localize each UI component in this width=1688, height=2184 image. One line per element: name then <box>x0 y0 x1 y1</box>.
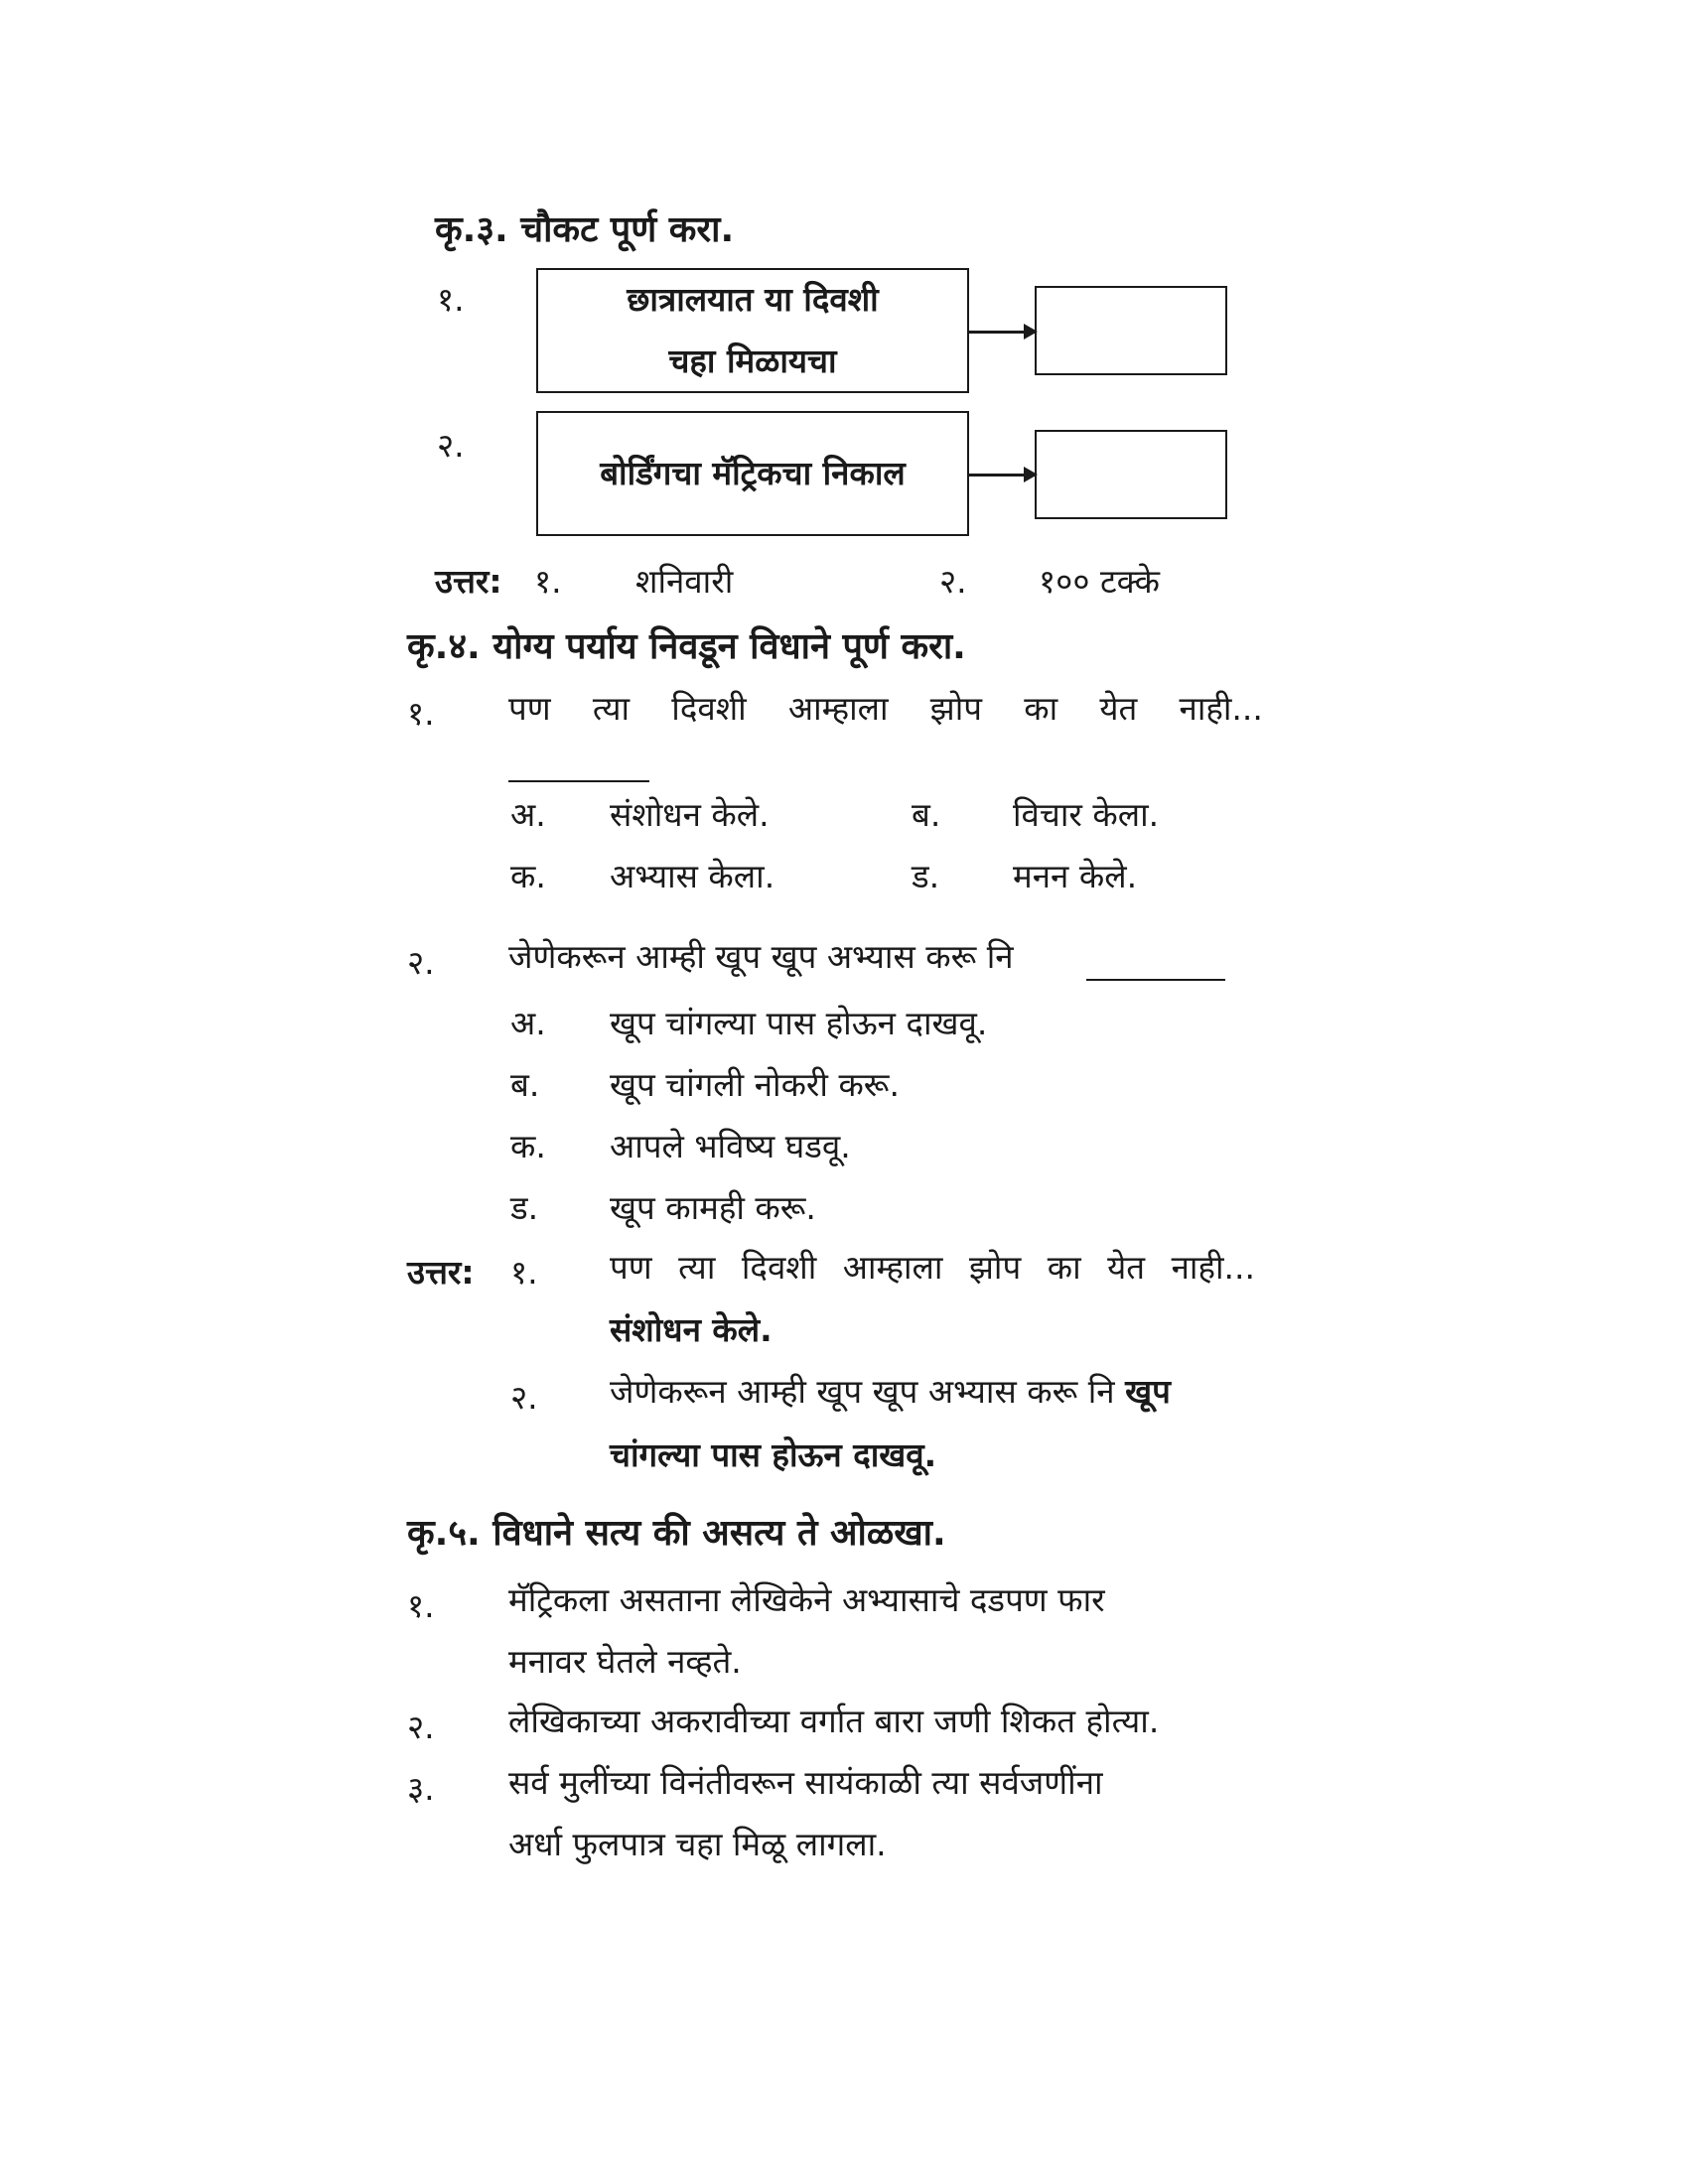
q4-item1-word: आम्हाला <box>787 689 889 728</box>
q4-item1-option-text: संशोधन केले. <box>610 795 770 834</box>
q4-answer2-text <box>610 1368 1255 1413</box>
q4-item2-option-text: आपले भविष्य घडवू. <box>610 1127 851 1165</box>
q3-item1-number: १. <box>437 280 465 319</box>
q5-heading: कृ.५. विधाने सत्य की असत्य ते ओळखा. <box>407 1513 946 1554</box>
q4-answer-num1: १. <box>510 1253 538 1292</box>
q4-answer1-word: पण <box>610 1248 652 1287</box>
q3-item1-arrow-icon <box>969 331 1035 334</box>
q3-answer-num2: २. <box>939 562 967 601</box>
q4-answer2-plain: जेणेकरून आम्ही खूप खूप अभ्यास करू नि <box>610 1372 1115 1411</box>
q3-item2-box-text: बोर्डिंगचा मॅट्रिकचा निकाल <box>600 454 906 492</box>
q3-answer-1: शनिवारी <box>635 562 734 601</box>
q4-item1-number: १. <box>407 694 435 733</box>
q5-item2-line1: लेखिकाच्या अकरावीच्या वर्गात बारा जणी शिकत होत्या. <box>508 1702 1160 1740</box>
q4-item1-option-text: विचार केला. <box>1013 795 1160 834</box>
q4-item2-option-text: खूप चांगल्या पास होऊन दाखवू. <box>610 1004 988 1042</box>
q5-item3-number: ३. <box>407 1769 435 1808</box>
q5-item1-line1: मॅट्रिकला असताना लेखिकेने अभ्यासाचे दडपण फार <box>508 1580 1105 1619</box>
q5-item3-line1: सर्व मुलींच्या विनंतीवरून सायंकाळी त्या सर्वजणींना <box>508 1763 1103 1802</box>
q3-item2-number: २. <box>437 426 465 465</box>
q4-item2-option-text: खूप कामही करू. <box>610 1188 816 1227</box>
q4-item2-option-key: ब. <box>510 1065 540 1104</box>
q4-answer-num2: २. <box>510 1378 538 1417</box>
q4-item1-text <box>508 685 1263 730</box>
q3-answer-label: उत्तर: <box>435 562 502 601</box>
q4-answer1-word: झोप <box>968 1248 1022 1287</box>
q4-item2-text: जेणेकरून आम्ही खूप खूप अभ्यास करू नि <box>508 937 1014 976</box>
q4-item1-word: का <box>1024 689 1058 728</box>
q4-item2-option-key: अ. <box>510 1004 546 1042</box>
q4-item1-word: दिवशी <box>671 689 747 728</box>
q3-answer-num1: १. <box>534 562 562 601</box>
q4-item1-word: झोप <box>929 689 983 728</box>
q3-item2-answer-box[interactable] <box>1035 430 1227 519</box>
q3-item2-box <box>536 411 969 536</box>
q3-item1-box <box>536 268 969 393</box>
q4-item1-option-key: ब. <box>912 795 941 834</box>
q3-item1-answer-box[interactable] <box>1035 286 1227 375</box>
q4-item1-option-key: ड. <box>912 857 940 895</box>
q5-item1-number: १. <box>407 1586 435 1625</box>
q4-item1-word: त्या <box>592 689 631 728</box>
q3-item1-box-line2: चहा मिळायचा <box>668 341 837 380</box>
q4-answer2-bold-line2: चांगल्या पास होऊन दाखवू. <box>610 1435 937 1474</box>
q4-item1-option-text: अभ्यास केला. <box>610 857 775 895</box>
q3-answer-2: १०० टक्के <box>1039 562 1160 601</box>
q3-heading: कृ.३. चौकट पूर्ण करा. <box>435 209 735 250</box>
q4-item2-option-text: खूप चांगली नोकरी करू. <box>610 1065 900 1104</box>
q4-answer1-word: नाही... <box>1171 1248 1255 1287</box>
q4-item2-option-key: ड. <box>510 1188 539 1227</box>
q5-item3-line2: अर्धा फुलपात्र चहा मिळू लागला. <box>508 1825 887 1863</box>
q5-item2-number: २. <box>407 1707 435 1746</box>
q4-answer2-bold-tail: खूप <box>1125 1372 1171 1411</box>
q3-item1-box-line1: छात्रालयात या दिवशी <box>627 280 879 319</box>
q4-answer1-word: येत <box>1107 1248 1146 1287</box>
q4-item1-option-key: क. <box>510 857 546 895</box>
q4-item1-option-key: अ. <box>510 795 546 834</box>
q4-item1-word: येत <box>1099 689 1138 728</box>
q4-item1-word: नाही... <box>1179 689 1263 728</box>
q4-item2-option-key: क. <box>510 1127 546 1165</box>
q5-item1-line2: मनावर घेतले नव्हते. <box>508 1642 742 1681</box>
q3-item2-arrow-icon <box>969 474 1035 477</box>
q4-item1-option-text: मनन केले. <box>1013 857 1138 895</box>
q4-item2-number: २. <box>407 943 435 982</box>
q4-item2-blank[interactable] <box>1086 979 1225 981</box>
q4-item1-blank[interactable] <box>508 780 649 782</box>
q4-answer1-word: का <box>1047 1248 1081 1287</box>
q4-answer1-bold: संशोधन केले. <box>610 1310 773 1349</box>
q4-answer1-word: दिवशी <box>741 1248 817 1287</box>
q4-answer-label: उत्तर: <box>407 1253 475 1292</box>
q4-answer1-word: त्या <box>678 1248 716 1287</box>
q4-item1-word: पण <box>508 689 551 728</box>
q4-heading: कृ.४. योग्य पर्याय निवडून विधाने पूर्ण करा. <box>407 626 966 667</box>
q4-answer1-word: आम्हाला <box>842 1248 943 1287</box>
q4-answer1-text <box>610 1244 1255 1289</box>
